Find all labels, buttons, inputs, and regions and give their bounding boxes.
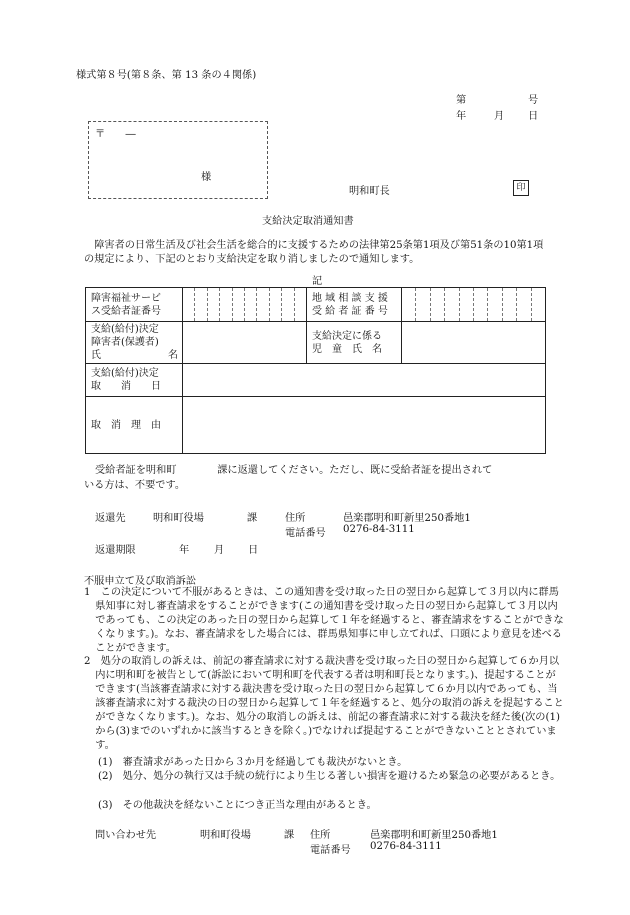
inquiry-address: 邑楽郡明和町新里250番地1 xyxy=(370,830,498,841)
return-to-tel-label: 電話番号 xyxy=(285,528,326,539)
postal-mark: 〒 ― xyxy=(95,129,136,140)
inquiry-ka: 課 xyxy=(284,830,295,841)
doc-number-prefix: 第 xyxy=(456,95,467,106)
inquiry-tel: 0276-84-3111 xyxy=(370,841,442,852)
doc-number-suffix: 号 xyxy=(528,95,539,106)
consult-number-label: 地 域 相 談 支 援 受 給 者 証 番 号 xyxy=(307,288,402,322)
appeal-sub-1: (1) 審査請求があった日から３か月を経過しても裁決がないとき。 xyxy=(98,757,408,768)
cert-number-label: 障害福祉サービ ス受給者証番号 xyxy=(86,288,183,322)
appeal-heading: 不服申立て及び取消訴訟 xyxy=(84,576,197,587)
inquiry-tel-label: 電話番号 xyxy=(310,845,351,856)
inquiry-office: 明和町役場 xyxy=(200,830,251,841)
deadline-label: 返還期限 xyxy=(95,545,136,556)
return-to-tel: 0276-84-3111 xyxy=(343,524,415,535)
date-year: 年 xyxy=(456,111,467,122)
seal-stamp: 印 xyxy=(513,180,529,196)
appeal-sub-2: (2) 処分、処分の執行又は手続の続行により生じる著しい損害を避けるため緊急の必要があるとき。 xyxy=(98,771,561,782)
recipient-honorific: 様 xyxy=(201,172,212,183)
appeal-sub-3: (3) その他裁決を経ないことにつき正当な理由があるとき。 xyxy=(98,800,377,811)
inquiry-address-label: 住所 xyxy=(310,830,331,841)
recipient-address-box xyxy=(88,121,268,199)
child-name-field[interactable] xyxy=(402,322,546,364)
return-to-address-label: 住所 xyxy=(285,513,306,524)
return-notice-line1: 受給者証を明和町 課に返還してください。ただし、既に受給者証を提出されて xyxy=(95,465,493,476)
return-to-ka: 課 xyxy=(247,513,258,524)
decided-person-field[interactable] xyxy=(183,322,307,364)
consult-number-field[interactable] xyxy=(402,288,546,322)
deadline-month: 月 xyxy=(214,545,225,556)
table-row xyxy=(86,364,546,397)
appeal-item-1: 1 この決定について不服があるときは、この通知書を受け取った日の翌日から起算して３月以内に群馬県知事に対し審査請求をすることができます(この通知書を受け取った日の翌日から起算して３月以内であっても、この決定のあった日の翌日から起算して１年を経過すると、審査請求をすることができなくなります。)。なお、審査請求をした場合には、群馬県知事に申し立てれば、口頭により意見を述べることができます。 xyxy=(84,587,564,654)
cancel-reason-field[interactable] xyxy=(183,397,546,454)
appeal-item-2: 2 処分の取消しの訴えは、前記の審査請求に対する裁決書を受け取った日の翌日から起算して６か月以内に明和町を被告として(訴訟において明和町を代表する者は明和町長となります。)、提起することができます(当該審査請求に対する裁決書を受け取った日の翌日から起算して６か月以内であっても、当該審査請求に対する裁決の日の翌日から起算して１年を経過すると、処分の取消の訴えを提起することができなくなります。)。なお、処分の取消しの訴えは、前記の審査請求に対する裁決を経た後(次の(1)から(3)までのいずれかに該当するときを除く。)でなければ提起することができないこととされています。 xyxy=(84,656,564,751)
deadline-year: 年 xyxy=(179,545,190,556)
return-notice-line2: いる方は、不要です。 xyxy=(84,480,186,491)
decided-person-label: 支給(給付)決定 障害者(保護者) 氏 名 xyxy=(86,322,183,364)
cancel-date-field[interactable] xyxy=(183,364,546,397)
table-row xyxy=(86,288,546,322)
return-to-address: 邑楽郡明和町新里250番地1 xyxy=(343,513,471,524)
intro-text: 障害者の日常生活及び社会生活を総合的に支援するための法律第25条第1項及び第51条の10第1項の規定により、下記のとおり支給決定を取り消しましたので通知します。 xyxy=(84,240,544,265)
table-row xyxy=(86,322,546,364)
table-row xyxy=(86,397,546,454)
ki-marker: 記 xyxy=(312,276,323,287)
cancel-reason-label: 取 消 理 由 xyxy=(86,397,183,454)
inquiry-label: 問い合わせ先 xyxy=(95,830,157,841)
return-to-office: 明和町役場 xyxy=(153,513,204,524)
cancel-date-label: 支給(給付)決定 取 消 日 xyxy=(86,364,183,397)
form-number: 様式第８号(第８条、第 13 条の４関係) xyxy=(76,70,257,81)
deadline-day: 日 xyxy=(248,545,259,556)
date-month: 月 xyxy=(494,111,505,122)
issuer-name: 明和町長 xyxy=(349,186,390,197)
document-title: 支給決定取消通知書 xyxy=(262,216,354,227)
cert-number-field[interactable] xyxy=(183,288,307,322)
return-to-label: 返還先 xyxy=(95,513,126,524)
date-day: 日 xyxy=(528,111,539,122)
child-name-label: 支給決定に係る 児 童 氏 名 xyxy=(307,322,402,364)
info-table xyxy=(85,287,546,454)
